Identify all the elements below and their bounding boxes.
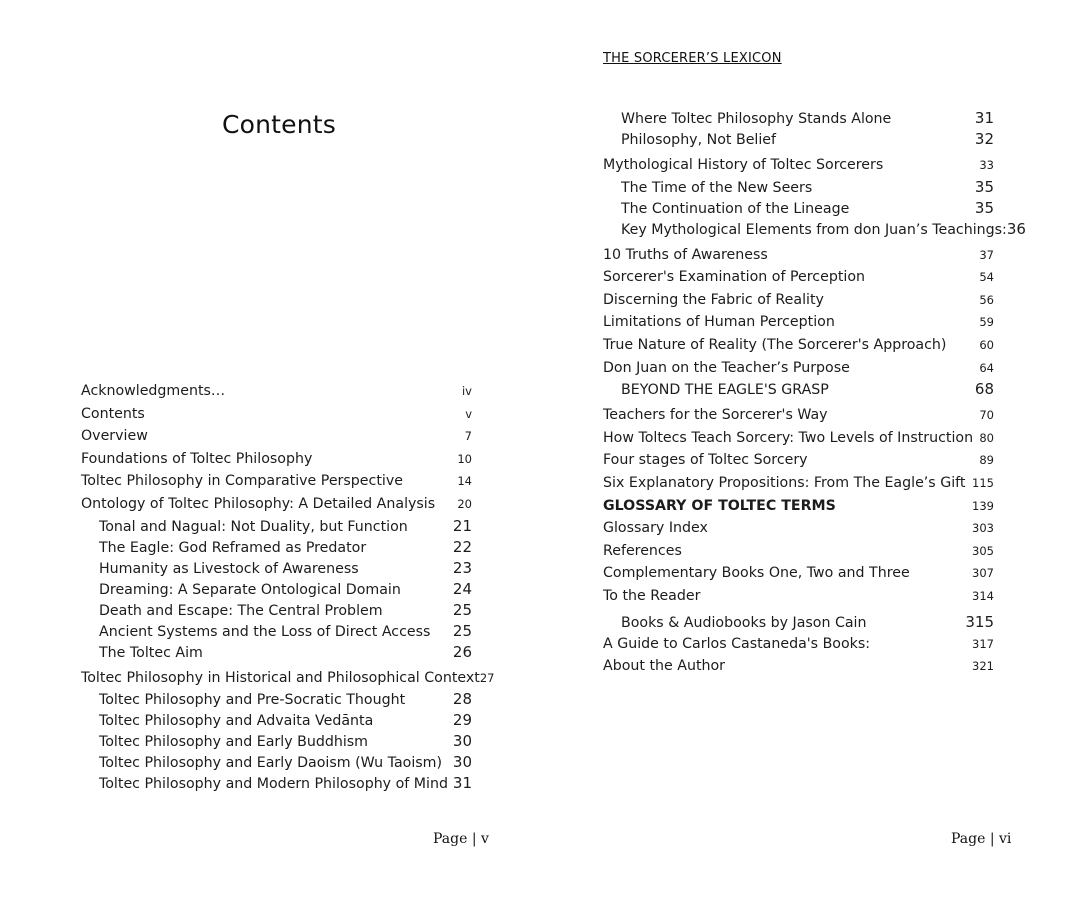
toc-entry-page: 30 (452, 732, 472, 751)
toc-entry-title: Where Toltec Philosophy Stands Alone (621, 111, 892, 127)
toc-entry[interactable] (81, 600, 472, 621)
toc-entry[interactable] (603, 612, 994, 633)
toc-entry-page: 89 (979, 453, 994, 468)
toc-entry[interactable] (603, 129, 994, 150)
toc-entry[interactable] (603, 289, 994, 312)
toc-entry-title: To the Reader (603, 587, 701, 604)
toc-entry-page: 27 (479, 670, 495, 685)
toc-entry[interactable] (81, 621, 472, 642)
toc-entry-title: How Toltecs Teach Sorcery: Two Levels of Instruction (603, 429, 974, 446)
toc-entry-page: iv (461, 384, 472, 398)
toc-entry-page: 59 (979, 315, 994, 330)
toc-entry-title: Acknowledgments… (81, 383, 226, 399)
toc-entry[interactable] (603, 517, 994, 540)
toc-entry-title: Four stages of Toltec Sorcery (603, 452, 808, 469)
toc-entry[interactable] (81, 731, 472, 752)
toc-entry-title: Don Juan on the Teacher’s Purpose (603, 359, 850, 376)
toc-entry[interactable] (81, 710, 472, 731)
toc-entry-title: Contents (81, 405, 145, 422)
toc-entry-title: Toltec Philosophy and Modern Philosophy of Mind (99, 776, 448, 793)
toc-entry-title: References (603, 542, 682, 559)
toc-entry-page: 64 (979, 360, 994, 375)
toc-entry-title: Ontology of Toltec Philosophy: A Detailed Analysis (81, 495, 436, 512)
toc-entry-page: 30 (452, 753, 472, 772)
toc-entry-page: 60 (979, 337, 994, 352)
toc-entry[interactable] (81, 752, 472, 773)
toc-entry-page: 22 (452, 537, 472, 556)
toc-entry-title: Toltec Philosophy and Early Daoism (Wu Taoism) (99, 755, 443, 772)
toc-entry-page: v (465, 406, 472, 421)
toc-entry-page: 25 (452, 600, 472, 619)
toc-entry[interactable] (603, 449, 994, 472)
toc-entry-page: 307 (972, 566, 994, 581)
toc-entry-title: Philosophy, Not Belief (621, 132, 777, 148)
toc-entry-page: 29 (452, 711, 472, 730)
toc-entry-title: The Continuation of the Lineage (621, 200, 850, 217)
toc-entry-title: 10 Truths of Awareness (603, 246, 768, 263)
toc-entry[interactable] (603, 495, 994, 518)
toc-entry-page: 315 (965, 612, 994, 631)
running-header: THE SORCERER’S LEXICON (603, 51, 782, 66)
toc-entry-title: The Time of the New Seers (621, 179, 813, 196)
toc-entry-title: Dreaming: A Separate Ontological Domain (99, 581, 401, 598)
toc-entry-title: Six Explanatory Propositions: From The Eagle’s Gift (603, 474, 966, 491)
toc-entry-page: 31 (974, 109, 994, 127)
toc-entry-title: Toltec Philosophy and Pre-Socratic Thought (99, 692, 406, 709)
toc-entry-title: Glossary Index (603, 520, 708, 537)
toc-entry-page: 26 (452, 642, 472, 661)
toc-entry[interactable] (81, 448, 472, 471)
right-page (540, 0, 1080, 900)
toc-entry[interactable] (603, 472, 994, 495)
toc-entry[interactable] (81, 537, 472, 558)
toc-entry-title: About the Author (603, 658, 726, 675)
toc-entry-title: The Toltec Aim (99, 644, 203, 661)
contents-title: Contents (221, 110, 337, 139)
toc-entry[interactable] (81, 425, 472, 448)
toc-entry-page: 321 (972, 659, 994, 674)
toc-entry[interactable] (603, 357, 994, 380)
toc-entry-title: A Guide to Carlos Castaneda's Books: (603, 635, 871, 652)
toc-entry[interactable] (603, 154, 994, 177)
toc-entry-title: Toltec Philosophy in Comparative Perspective (81, 473, 403, 490)
toc-entry[interactable] (603, 198, 994, 219)
toc-entry[interactable] (81, 642, 472, 663)
toc-entry[interactable] (81, 470, 472, 493)
toc-entry[interactable] (603, 311, 994, 334)
toc-entry-page: 35 (974, 177, 994, 196)
toc-entry-page: 20 (457, 496, 472, 511)
toc-entry[interactable] (81, 773, 472, 794)
toc-entry-page: 317 (972, 636, 994, 651)
toc-entry[interactable] (603, 177, 994, 198)
toc-entry[interactable] (81, 493, 472, 516)
toc-entry-page: 54 (979, 270, 994, 285)
toc-entry-title: Ancient Systems and the Loss of Direct Access (99, 623, 431, 640)
toc-entry-title: The Eagle: God Reframed as Predator (99, 539, 367, 556)
toc-entry[interactable] (81, 558, 472, 579)
toc-entry-page: 21 (452, 516, 472, 535)
toc-entry-page: 32 (974, 130, 994, 148)
toc-entry[interactable] (81, 689, 472, 710)
left-toc-list (81, 380, 495, 794)
toc-entry-page: 56 (979, 292, 994, 307)
toc-entry-title: Sorcerer's Examination of Perception (603, 269, 866, 286)
toc-entry-page: 305 (972, 543, 994, 558)
toc-entry[interactable] (603, 562, 994, 585)
toc-entry[interactable] (603, 334, 994, 357)
toc-entry[interactable] (81, 516, 472, 537)
toc-entry-page: 14 (457, 474, 472, 489)
toc-entry[interactable] (603, 244, 994, 267)
toc-entry-page: 28 (452, 690, 472, 709)
toc-entry-page: 303 (972, 521, 994, 536)
toc-entry-title: BEYOND THE EAGLE'S GRASP (621, 382, 829, 399)
toc-entry-page: 31 (452, 774, 472, 793)
toc-entry[interactable] (603, 655, 994, 678)
toc-entry[interactable] (81, 380, 472, 403)
toc-entry-title: Overview (81, 428, 148, 445)
toc-entry-title: Books & Audiobooks by Jason Cain (621, 614, 867, 631)
toc-entry-title: Key Mythological Elements from don Juan’s Teachings: (621, 221, 1007, 238)
toc-entry[interactable] (603, 404, 994, 427)
toc-entry-title: Teachers for the Sorcerer's Way (603, 407, 828, 424)
toc-entry-title: Mythological History of Toltec Sorcerers (603, 157, 884, 173)
toc-entry-title: True Nature of Reality (The Sorcerer's Approach) (603, 336, 947, 353)
toc-entry[interactable] (603, 266, 994, 289)
toc-entry-title: Tonal and Nagual: Not Duality, but Function (99, 518, 408, 535)
toc-entry-page: 36 (1006, 219, 1026, 238)
toc-entry[interactable] (81, 667, 495, 690)
toc-entry-page: 25 (452, 621, 472, 640)
toc-entry[interactable] (603, 108, 994, 129)
toc-entry[interactable] (603, 540, 994, 563)
toc-entry-page: 314 (972, 588, 994, 603)
toc-entry-page: 115 (972, 475, 994, 490)
right-page-number: Page | vi (951, 831, 1012, 847)
toc-entry-page: 35 (974, 198, 994, 217)
right-toc-list (603, 108, 1026, 678)
toc-entry[interactable] (81, 403, 472, 426)
toc-entry[interactable] (81, 579, 472, 600)
toc-entry-title: Toltec Philosophy in Historical and Philosophical Context (81, 669, 480, 686)
toc-entry-page: 70 (979, 408, 994, 423)
toc-entry[interactable] (603, 633, 994, 656)
toc-entry-page: 7 (464, 429, 472, 444)
toc-entry-page: 139 (972, 498, 994, 513)
toc-entry-page: 33 (979, 158, 994, 172)
toc-entry-title: Foundations of Toltec Philosophy (81, 450, 313, 467)
left-page-number: Page | v (433, 831, 489, 847)
toc-entry-title: Death and Escape: The Central Problem (99, 602, 383, 619)
toc-entry[interactable] (603, 219, 1026, 240)
toc-entry-title: Complementary Books One, Two and Three (603, 565, 910, 582)
toc-entry-page: 24 (452, 579, 472, 598)
toc-entry[interactable] (603, 379, 994, 400)
toc-entry[interactable] (603, 427, 994, 450)
toc-entry-page: 68 (974, 380, 994, 399)
toc-entry-title: Humanity as Livestock of Awareness (99, 560, 359, 577)
toc-entry-title: Toltec Philosophy and Early Buddhism (99, 734, 368, 751)
toc-entry-title: Limitations of Human Perception (603, 314, 835, 331)
toc-entry-page: 37 (979, 247, 994, 262)
toc-entry-page: 23 (452, 558, 472, 577)
toc-entry-page: 10 (457, 451, 472, 466)
toc-entry-title: Toltec Philosophy and Advaita Vedānta (99, 713, 374, 730)
toc-entry[interactable] (603, 585, 994, 608)
toc-entry-title: GLOSSARY OF TOLTEC TERMS (603, 497, 836, 514)
toc-entry-page: 80 (979, 430, 994, 445)
toc-entry-title: Discerning the Fabric of Reality (603, 291, 824, 308)
